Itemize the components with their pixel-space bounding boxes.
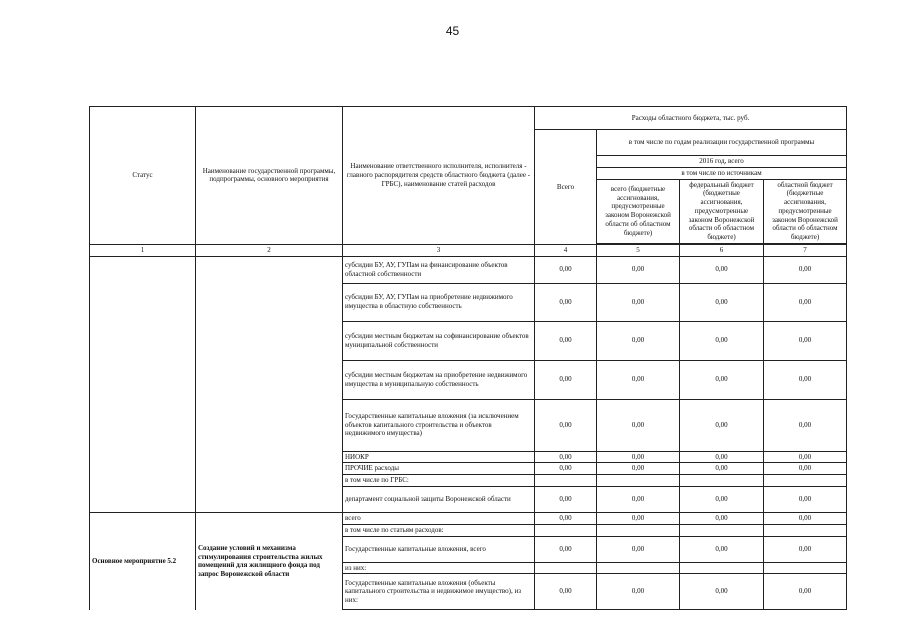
- value-regional: 0,00: [764, 574, 847, 610]
- row-label: Государственные капитальные вложения, всего: [343, 536, 535, 562]
- value-federal: 0,00: [680, 574, 764, 610]
- value-federal: 0,00: [680, 536, 764, 562]
- row-label: всего: [343, 512, 535, 524]
- status-cell-empty: [90, 256, 196, 512]
- header-total: Всего: [535, 130, 597, 245]
- expenses-table: [89, 106, 847, 610]
- value-total: 0,00: [535, 463, 597, 475]
- value-regional: 0,00: [764, 399, 847, 451]
- value-source-total: 0,00: [597, 512, 680, 524]
- value-federal: 0,00: [680, 399, 764, 451]
- value-total: 0,00: [535, 486, 597, 512]
- page-number: 45: [445, 24, 460, 38]
- value-source-total: 0,00: [597, 360, 680, 399]
- value-regional: [764, 562, 847, 574]
- value-source-total: 0,00: [597, 574, 680, 610]
- value-total: 0,00: [535, 256, 597, 283]
- value-regional: 0,00: [764, 512, 847, 524]
- col-number: 4: [535, 244, 597, 256]
- header-year: 2016 год, всего: [597, 156, 847, 168]
- value-regional: 0,00: [764, 451, 847, 463]
- value-regional: [764, 524, 847, 536]
- table-row: [90, 512, 847, 524]
- value-federal: [680, 562, 764, 574]
- header-source-total: всего (бюджетные ассигнования, предусмотренные законом Воронежской области об областном бюджете): [597, 179, 680, 243]
- value-federal: 0,00: [680, 360, 764, 399]
- header-program-name: Наименование государственной программы, подпрограммы, основного мероприятия: [196, 107, 343, 245]
- header-by-years: в том числе по годам реализации государственной программы: [597, 130, 847, 156]
- value-source-total: [597, 475, 680, 487]
- value-total: 0,00: [535, 283, 597, 321]
- row-label: субсидии БУ, АУ, ГУПам на приобретение недвижимого имущества в областную собственность: [343, 283, 535, 321]
- value-federal: 0,00: [680, 512, 764, 524]
- value-total: [535, 475, 597, 487]
- value-regional: 0,00: [764, 536, 847, 562]
- value-regional: 0,00: [764, 486, 847, 512]
- value-federal: [680, 524, 764, 536]
- row-label: ПРОЧИЕ расходы: [343, 463, 535, 475]
- value-regional: 0,00: [764, 321, 847, 360]
- row-label: Государственные капитальные вложения (объекты капитального строительства и недвижимое имущество), из них:: [343, 574, 535, 610]
- header-expenses: Расходы областного бюджета, тыс. руб.: [535, 107, 847, 130]
- header-source-federal: федеральный бюджет (бюджетные ассигнования, предусмотренные законом Воронежской области об областном бюджете): [680, 179, 764, 243]
- value-federal: 0,00: [680, 451, 764, 463]
- value-total: 0,00: [535, 512, 597, 524]
- header-executor: Наименование ответственного исполнителя, исполнителя - главного распорядителя средств областного бюджета (далее - ГРБС), наименование статей расходов: [343, 107, 535, 245]
- row-label: субсидии местным бюджетам на приобретение недвижимого имущества в муниципальную собственность: [343, 360, 535, 399]
- row-label: в том числе по ГРБС:: [343, 475, 535, 487]
- header-status: Статус: [90, 107, 196, 245]
- value-source-total: 0,00: [597, 321, 680, 360]
- value-source-total: 0,00: [597, 486, 680, 512]
- value-source-total: 0,00: [597, 536, 680, 562]
- value-federal: [680, 475, 764, 487]
- value-federal: 0,00: [680, 283, 764, 321]
- row-label: Государственные капитальные вложения (за исключением объектов капитального строительства и объектов недвижимого имущества): [343, 399, 535, 451]
- value-source-total: 0,00: [597, 399, 680, 451]
- col-number: 1: [90, 244, 196, 256]
- col-number: 2: [196, 244, 343, 256]
- row-label: департамент социальной защиты Воронежской области: [343, 486, 535, 512]
- value-total: 0,00: [535, 451, 597, 463]
- value-regional: 0,00: [764, 256, 847, 283]
- row-label: в том числе по статьям расходов:: [343, 524, 535, 536]
- header-source-regional: областной бюджет (бюджетные ассигнования, предусмотренные законом Воронежской области об областном бюджете): [764, 179, 847, 243]
- value-total: 0,00: [535, 536, 597, 562]
- value-total: 0,00: [535, 360, 597, 399]
- value-total: 0,00: [535, 321, 597, 360]
- value-total: 0,00: [535, 399, 597, 451]
- value-regional: [764, 475, 847, 487]
- row-label: субсидии местным бюджетам на софинансирование объектов муниципальной собственности: [343, 321, 535, 360]
- column-numbers-row: [90, 244, 847, 256]
- measure-name: Создание условий и механизма стимулирования строительства жилых помещений для жилищного фонда под запрос Воронежской области: [196, 512, 343, 610]
- value-total: 0,00: [535, 574, 597, 610]
- table-row: [90, 256, 847, 283]
- value-source-total: 0,00: [597, 283, 680, 321]
- value-federal: 0,00: [680, 486, 764, 512]
- row-label: НИОКР: [343, 451, 535, 463]
- program-cell-empty: [196, 256, 343, 512]
- value-federal: 0,00: [680, 321, 764, 360]
- row-label: субсидии БУ, АУ, ГУПам на финансирование объектов областной собственности: [343, 256, 535, 283]
- header-by-sources: в том числе по источникам: [597, 167, 847, 179]
- value-federal: 0,00: [680, 463, 764, 475]
- col-number: 6: [680, 244, 764, 256]
- col-number: 7: [764, 244, 847, 256]
- value-regional: 0,00: [764, 463, 847, 475]
- value-source-total: 0,00: [597, 256, 680, 283]
- col-number: 3: [343, 244, 535, 256]
- value-source-total: [597, 524, 680, 536]
- value-total: [535, 524, 597, 536]
- value-source-total: 0,00: [597, 451, 680, 463]
- row-label: из них:: [343, 562, 535, 574]
- value-federal: 0,00: [680, 256, 764, 283]
- value-source-total: [597, 562, 680, 574]
- measure-status: Основное мероприятие 5.2: [90, 512, 196, 610]
- col-number: 5: [597, 244, 680, 256]
- value-regional: 0,00: [764, 360, 847, 399]
- value-regional: 0,00: [764, 283, 847, 321]
- value-total: [535, 562, 597, 574]
- value-source-total: 0,00: [597, 463, 680, 475]
